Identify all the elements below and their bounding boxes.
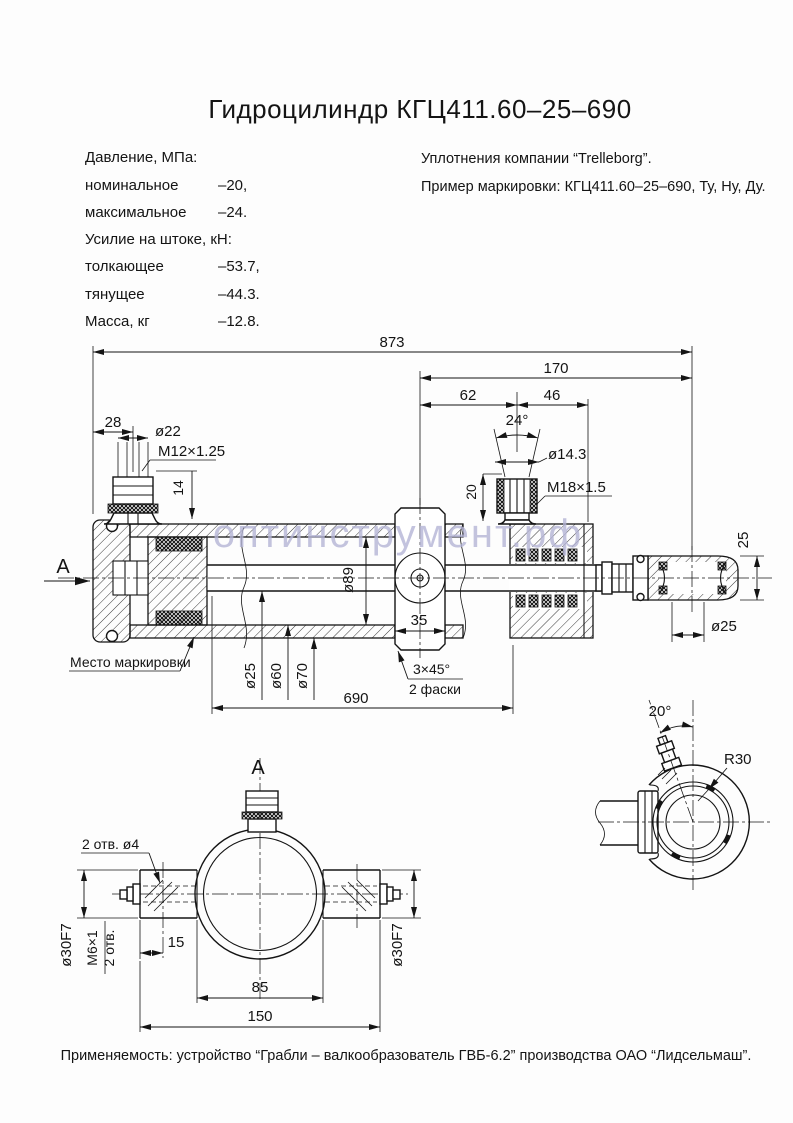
thread-note-2: 2 отв. <box>101 929 117 967</box>
spec-pull-label: тянущее <box>85 286 145 303</box>
dim-eye-angle: 20° <box>648 703 672 720</box>
spec-table <box>85 149 260 330</box>
section-a-title: А <box>251 757 265 779</box>
port-top-view <box>242 791 282 832</box>
spec-nominal-label: номинальное <box>85 177 179 194</box>
dim-85: 85 <box>251 979 269 996</box>
holes-note: 2 отв. ø4 <box>82 836 140 852</box>
thread-note-1: М6×1 <box>84 930 100 966</box>
barrel-wall-bottom <box>130 625 395 638</box>
dim-28: 28 <box>104 414 122 431</box>
watermark: оптинструмент.рф <box>212 512 584 556</box>
note-seals: Уплотнения компании “Trelleborg”. <box>421 151 652 167</box>
thread-right: M18×1.5 <box>547 479 606 496</box>
chamfer-note-2: 2 фаски <box>409 681 461 697</box>
dim-bore: ø89 <box>340 567 357 593</box>
dim-d70: ø70 <box>294 663 311 689</box>
dim-pin-right: ø30F7 <box>389 923 406 967</box>
dim-170: 170 <box>543 360 569 377</box>
dim-150: 150 <box>247 1008 273 1025</box>
note-marking: Пример маркировки: КГЦ411.60–25–690, Ту, Ну, Ду. <box>421 179 766 195</box>
spec-max-value: –24. <box>218 204 248 221</box>
piston-seal-top <box>156 537 202 551</box>
dim-eye-width: 25 <box>735 531 752 549</box>
spec-nominal-value: –20, <box>218 177 248 194</box>
trunnion-pin-right <box>323 864 400 928</box>
dim-eye-radius: R30 <box>724 751 752 768</box>
marking-note: Место маркировки <box>70 654 191 670</box>
dim-14: 14 <box>170 480 186 496</box>
dim-d60: ø60 <box>268 663 285 689</box>
dim-20: 20 <box>463 484 479 500</box>
footer-note: Применяемость: устройство “Грабли – валкообразователь ГВБ-6.2” производства ОАО “Лидсельмаш”. <box>60 1048 752 1064</box>
spec-force-header: Усилие на штоке, кН: <box>85 231 232 248</box>
page-title: Гидроцилиндр КГЦ411.60–25–690 <box>208 94 632 124</box>
section-a-dimensions <box>58 836 421 1032</box>
port-fitting-left <box>104 477 162 524</box>
trunnion-pin-left <box>120 862 197 958</box>
spec-push-label: толкающее <box>85 258 164 275</box>
dim-690: 690 <box>343 690 369 707</box>
spec-max-label: максимальное <box>85 204 187 221</box>
thread-left: M12×1.25 <box>158 443 226 460</box>
dim-873: 873 <box>379 334 405 351</box>
notes-block <box>421 151 766 195</box>
dim-cone-d: ø14.3 <box>548 446 587 463</box>
view-arrow-label: А <box>56 556 70 578</box>
dim-pin-left: ø30F7 <box>58 923 75 967</box>
chamfer-note-1: 3×45° <box>413 661 451 677</box>
dim-35: 35 <box>410 612 428 629</box>
spec-push-value: –53.7, <box>218 258 260 275</box>
dim-rod: ø25 <box>242 663 259 689</box>
spec-mass-value: –12.8. <box>218 313 260 330</box>
dim-15: 15 <box>167 934 185 951</box>
spec-mass-label: Масса, кг <box>85 313 150 330</box>
dim-port-left-od: ø22 <box>155 423 181 440</box>
dim-46: 46 <box>543 387 561 404</box>
spec-pull-value: –44.3. <box>218 286 260 303</box>
rod-eye-detail <box>596 700 771 890</box>
section-a-view <box>58 757 421 1032</box>
dim-eye-bore: ø25 <box>711 618 737 635</box>
dim-cone-angle: 24° <box>505 412 529 429</box>
piston-seal-bottom <box>156 611 202 625</box>
dim-62: 62 <box>459 387 477 404</box>
grease-fitting <box>653 734 681 771</box>
spec-pressure-header: Давление, МПа: <box>85 149 198 166</box>
